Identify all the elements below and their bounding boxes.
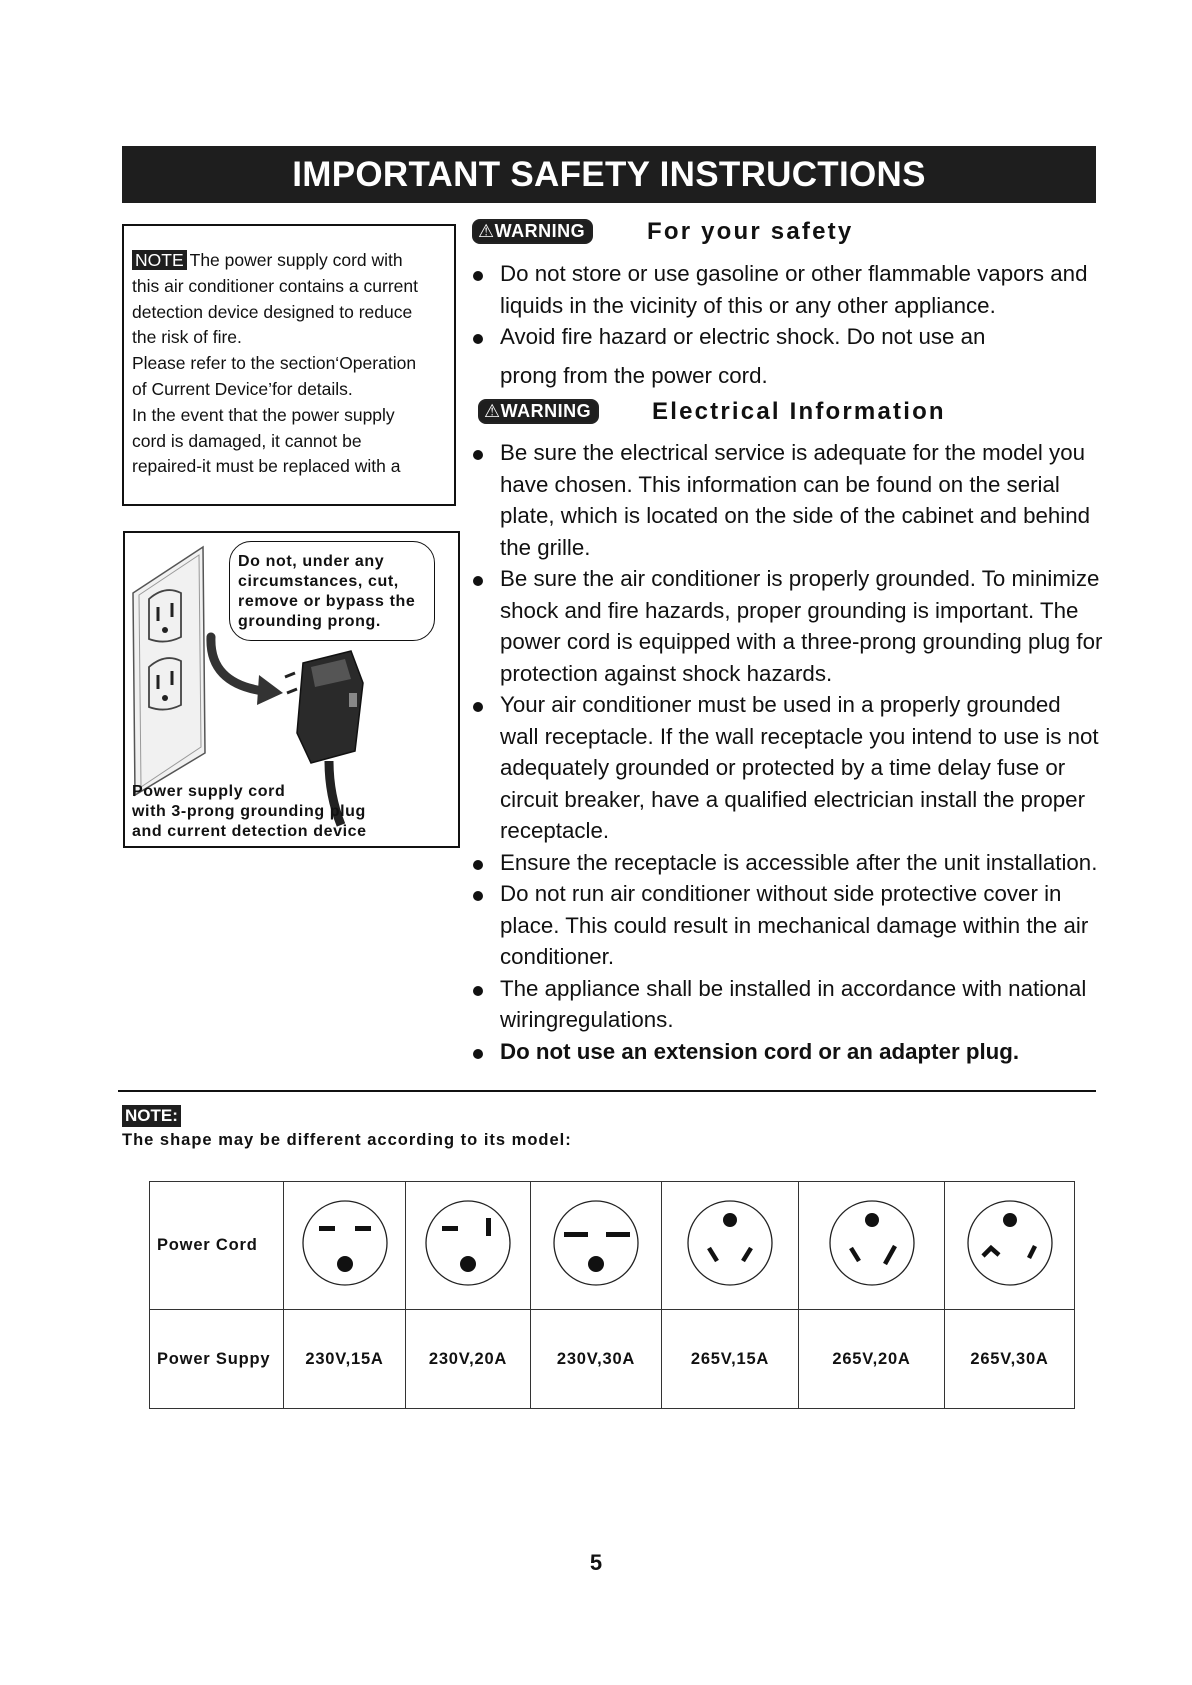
table-cell: 230V,30A <box>531 1310 662 1409</box>
plug-230v-15a-icon <box>300 1198 390 1288</box>
list-item: Ensure the receptacle is accessible after the unit installation. <box>470 847 1150 879</box>
table-cell: 265V,30A <box>945 1310 1075 1409</box>
note-line: NOTE The power supply cord with <box>132 248 448 274</box>
table-row <box>150 1182 1075 1310</box>
plug-265v-30a-icon <box>965 1198 1055 1288</box>
table-cell <box>945 1182 1075 1310</box>
safety-list <box>470 258 1110 353</box>
page-title: IMPORTANT SAFETY INSTRUCTIONS <box>122 146 1096 203</box>
list-item: Your air conditioner must be used in a properly grounded wall receptacle. If the wall receptacle you intend to use is not adequately grounded or protected by a time delay fuse or circuit breaker, have a qualified electrician install the proper receptacle. <box>470 689 1100 847</box>
plug-230v-20a-icon <box>423 1198 513 1288</box>
table-cell-label: Power Suppy <box>150 1310 284 1409</box>
note-line: of Current Device’for details. <box>132 378 353 399</box>
note-tag: NOTE <box>132 250 187 270</box>
figure-caption: Power supply cord with 3-prong grounding plug and current detection device <box>132 783 367 840</box>
list-item: Be sure the electrical service is adequate for the model you have chosen. This information can be found on the serial plate, which is located on the side of the cabinet and behind the grille. <box>470 437 1100 563</box>
table-cell: 265V,15A <box>662 1310 799 1409</box>
table-cell: 230V,20A <box>406 1310 531 1409</box>
plug-table <box>149 1181 1075 1409</box>
list-item: Be sure the air conditioner is properly grounded. To minimize shock and fire hazards, proper grounding is important. The power cord is equipped with a three-prong grounding plug for protection against shock hazards. <box>470 563 1110 689</box>
list-item: Do not use an extension cord or an adapter plug. <box>470 1036 1150 1068</box>
list-item: Avoid fire hazard or electric shock. Do not use an <box>470 321 1110 353</box>
table-cell <box>531 1182 662 1310</box>
warning-badge: ⚠WARNING <box>472 219 593 244</box>
table-cell: 265V,20A <box>799 1310 945 1409</box>
table-cell <box>284 1182 406 1310</box>
list-item: Do not store or use gasoline or other flammable vapors and liquids in the vicinity of this or any other appliance. <box>470 258 1110 321</box>
note-line: this air conditioner contains a current <box>132 275 418 296</box>
plug-265v-15a-icon <box>685 1198 775 1288</box>
safety-continuation: prong from the power cord. <box>500 363 768 388</box>
table-cell: 230V,15A <box>284 1310 406 1409</box>
table-row <box>150 1310 1075 1409</box>
warning-title: For your safety <box>647 218 854 245</box>
plug-265v-20a-icon <box>827 1198 917 1288</box>
table-cell-label: Power Cord <box>150 1182 284 1310</box>
divider <box>118 1090 1096 1092</box>
plug-230v-30a-icon <box>551 1198 641 1288</box>
page-number: 5 <box>589 1550 603 1575</box>
warning-title: Electrical Information <box>652 398 946 425</box>
table-cell <box>662 1182 799 1310</box>
note-line: repaired-it must be replaced with a <box>132 456 401 477</box>
electrical-list <box>470 437 1150 1067</box>
list-item: The appliance shall be installed in accordance with national wiringregulations. <box>470 973 1150 1036</box>
note-line: cord is damaged, it cannot be <box>132 430 362 451</box>
note-line: the risk of fire. <box>132 327 242 348</box>
table-cell <box>799 1182 945 1310</box>
warning-triangle-icon: ⚠ <box>478 221 495 241</box>
note-tag: NOTE: <box>122 1105 181 1127</box>
warning-triangle-icon: ⚠ <box>484 401 501 421</box>
list-item: Do not run air conditioner without side protective cover in place. This could result in mechanical damage within the air conditioner. <box>470 878 1100 973</box>
table-cell <box>406 1182 531 1310</box>
note-line: Please refer to the section‘Operation <box>132 353 417 374</box>
warning-bubble: Do not, under any circumstances, cut, remove or bypass the grounding prong. <box>229 541 435 641</box>
note-box <box>122 224 456 506</box>
note-line: In the event that the power supply <box>132 404 395 425</box>
note-text: The shape may be different according to its model: <box>122 1131 572 1149</box>
warning-badge: ⚠WARNING <box>478 399 599 424</box>
note-line: detection device designed to reduce <box>132 301 413 322</box>
